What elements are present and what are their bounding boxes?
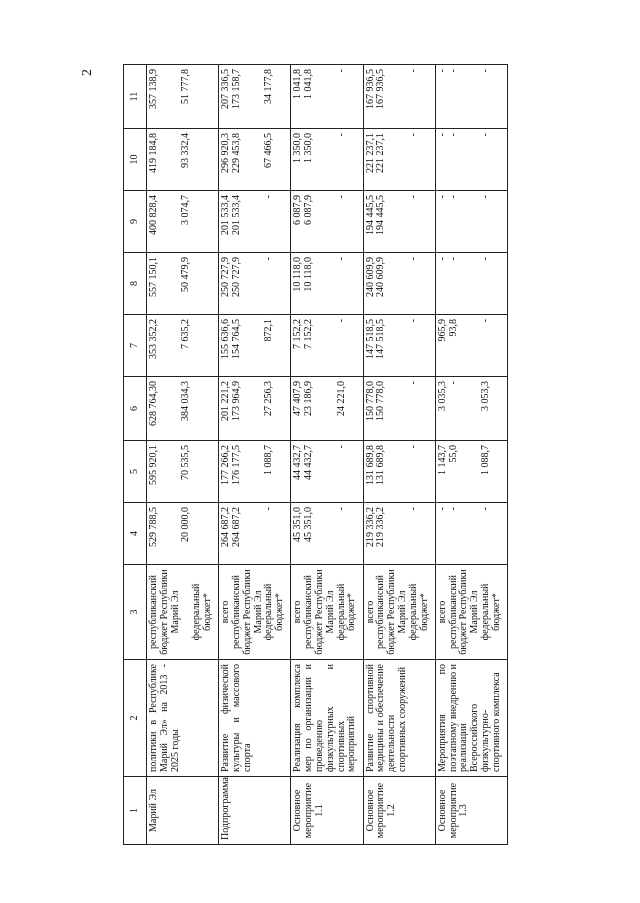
value-cell: 47 407,9 23 186,9 24 221,0 <box>291 377 363 441</box>
header-cell: 2 <box>124 660 147 777</box>
header-cell: 10 <box>124 129 147 191</box>
table-row <box>291 65 363 845</box>
value-cell: 357 138,9 51 777,8 <box>147 65 219 129</box>
value-cell: 147 518,5 147 518,5 - <box>363 315 435 377</box>
value-cell: 529 788,5 20 000,0 <box>147 503 219 565</box>
program-name-cell: политики в Республике Марий Эл» на 2013 - 2025 годы <box>147 660 219 777</box>
value-cell: 240 609,9 240 609,9 - <box>363 253 435 315</box>
header-row <box>124 65 147 845</box>
header-cell: 7 <box>124 315 147 377</box>
value-cell: 3 035,3 - 3 053,3 <box>435 377 507 441</box>
funding-source-cell: республиканский бюджет Республики Марий Эл федеральный бюджет* <box>147 565 219 660</box>
value-cell: 353 352,2 7 635,2 <box>147 315 219 377</box>
funding-source-cell: всего республиканский бюджет Республики Марий Эл федеральный бюджет* <box>363 565 435 660</box>
table-row <box>219 65 291 845</box>
value-cell: 419 184,8 93 332,4 <box>147 129 219 191</box>
funding-source-cell: всего республиканский бюджет Республики Марий Эл федеральный бюджет* <box>219 565 291 660</box>
value-cell: 131 689,8 131 689,8 - <box>363 441 435 503</box>
value-cell: 155 636,6 154 764,5 872,1 <box>219 315 291 377</box>
value-cell: 557 150,1 50 479,9 <box>147 253 219 315</box>
value-cell: 201 533,4 201 533,4 - <box>219 191 291 253</box>
program-name-cell: Развитие спортивной медицины и обеспечение деятельности спортивных сооружений <box>363 660 435 777</box>
funding-source-cell: всего республиканский бюджет Республики Марий Эл федеральный бюджет* <box>291 565 363 660</box>
value-cell: 400 828,4 3 074,7 <box>147 191 219 253</box>
header-cell: 4 <box>124 503 147 565</box>
value-cell: 207 336,5 173 158,7 34 177,8 <box>219 65 291 129</box>
program-label-cell: Основное мероприятие 1.2 <box>363 777 435 845</box>
value-cell: 264 687,2 264 687,2 - <box>219 503 291 565</box>
header-cell: 9 <box>124 191 147 253</box>
header-cell: 11 <box>124 65 147 129</box>
value-cell: 45 351,0 45 351,0 - <box>291 503 363 565</box>
value-cell: 194 445,5 194 445,5 - <box>363 191 435 253</box>
value-cell: - - - <box>435 503 507 565</box>
value-cell: 1 143,7 55,0 1 088,7 <box>435 441 507 503</box>
header-cell: 5 <box>124 441 147 503</box>
value-cell: 628 764,30 384 034,3 <box>147 377 219 441</box>
value-cell: - - - <box>435 253 507 315</box>
value-cell: 965,9 93,8 - <box>435 315 507 377</box>
value-cell: 1 041,8 1 041,8 - <box>291 65 363 129</box>
value-cell: 219 336,2 219 336,2 - <box>363 503 435 565</box>
program-name-cell: Развитие физической культуры и массового спорта <box>219 660 291 777</box>
value-cell: 201 221,2 173 964,9 27 256,3 <box>219 377 291 441</box>
budget-table <box>123 64 508 845</box>
value-cell: 6 087,9 6 087,9 - <box>291 191 363 253</box>
value-cell: 221 237,1 221 237,1 - <box>363 129 435 191</box>
table-row <box>147 65 219 845</box>
header-cell: 1 <box>124 777 147 845</box>
value-cell: - - - <box>435 129 507 191</box>
program-label-cell: Подпрограмма <box>219 777 291 845</box>
program-name-cell: Реализация комплекса мер по организации и проведению физкультурных и спортивных мероприятий <box>291 660 363 777</box>
funding-source-cell: всего республиканский бюджет Республики Марий Эл федеральный бюджет* <box>435 565 507 660</box>
header-cell: 8 <box>124 253 147 315</box>
value-cell: 167 936,5 167 936,5 - <box>363 65 435 129</box>
value-cell: 250 727,9 250 727,9 - <box>219 253 291 315</box>
value-cell: 10 118,0 10 118,0 - <box>291 253 363 315</box>
value-cell: 177 266,2 176 177,5 1 088,7 <box>219 441 291 503</box>
value-cell: 1 350,0 1 350,0 - <box>291 129 363 191</box>
value-cell: 44 432,7 44 432,7 - <box>291 441 363 503</box>
header-cell: 3 <box>124 565 147 660</box>
program-label-cell: Основное мероприятие 1.3 <box>435 777 507 845</box>
value-cell: 296 920,3 229 453,8 67 466,5 <box>219 129 291 191</box>
value-cell: 7 152,2 7 152,2 - <box>291 315 363 377</box>
program-name-cell: Мероприятия по поэтапному внедрению и реализации Всероссийского физкультурно-спортивного комплекса <box>435 660 507 777</box>
program-label-cell: Марий Эл <box>147 777 219 845</box>
value-cell: - - - <box>435 65 507 129</box>
header-cell: 6 <box>124 377 147 441</box>
table-row <box>363 65 435 845</box>
rotated-table-container <box>123 65 508 845</box>
value-cell: 150 778,0 150 778,0 - <box>363 377 435 441</box>
page-number: 2 <box>80 69 95 76</box>
program-label-cell: Основное мероприятие 1.1 <box>291 777 363 845</box>
value-cell: - - - <box>435 191 507 253</box>
table-row <box>435 65 507 845</box>
value-cell: 595 920,1 70 535,5 <box>147 441 219 503</box>
